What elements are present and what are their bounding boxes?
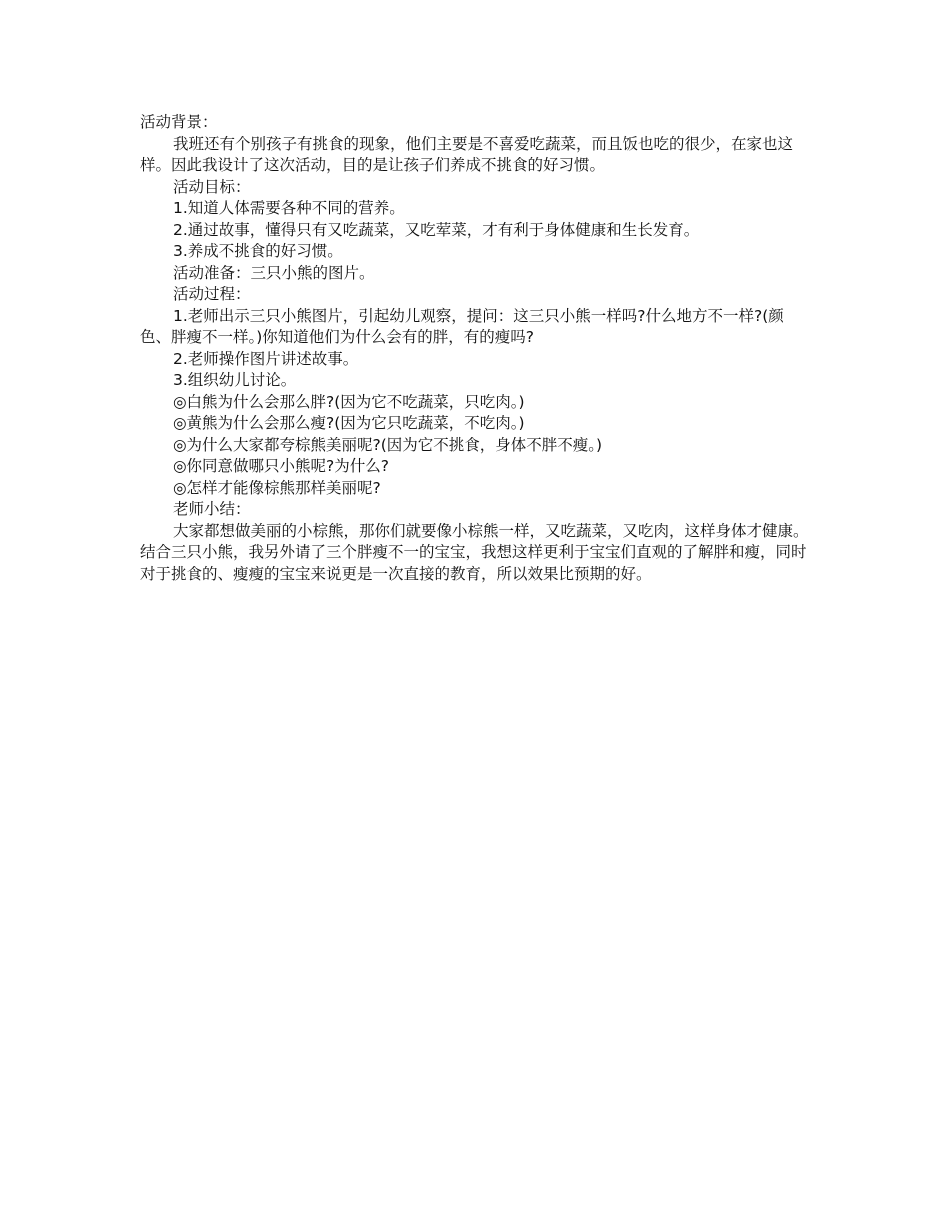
process-step-3: 3.组织幼儿讨论。 <box>173 371 297 389</box>
document-body <box>140 112 810 585</box>
section-preparation: 活动准备：三只小熊的图片。 <box>173 263 375 282</box>
paragraph-background: 我班还有个别孩子有挑食的现象，他们主要是不喜爱吃蔬菜，而且饭也吃的很少，在家也这样。因此我设计了这次活动，目的是让孩子们养成不挑食的好习惯。 <box>140 134 794 174</box>
process-step-1: 1.老师出示三只小熊图片，引起幼儿观察，提问：这三只小熊一样吗?什么地方不一样?(颜色、胖瘦不一样。)你知道他们为什么会有的胖，有的瘦吗? <box>140 306 784 346</box>
paragraph-summary: 大家都想做美丽的小棕熊，那你们就要像小棕熊一样，又吃蔬菜，又吃肉，这样身体才健康。结合三只小熊，我另外请了三个胖瘦不一的宝宝，我想这样更利于宝宝们直观的了解胖和瘦，同时对于挑食的、瘦瘦的宝宝来说更是一次直接的教育，所以效果比预期的好。 <box>140 521 809 583</box>
section-heading-process: 活动过程： <box>173 285 251 303</box>
section-heading-background: 活动背景： <box>140 113 218 131</box>
section-heading-summary: 老师小结： <box>173 500 251 518</box>
discussion-question-4: ◎你同意做哪只小熊呢?为什么? <box>173 457 389 475</box>
goal-item-3: 3.养成不挑食的好习惯。 <box>173 242 343 260</box>
process-step-2: 2.老师操作图片讲述故事。 <box>173 349 359 368</box>
discussion-question-5: ◎怎样才能像棕熊那样美丽呢? <box>173 478 381 497</box>
discussion-question-2: ◎黄熊为什么会那么瘦?(因为它只吃蔬菜，不吃肉。) <box>173 414 525 432</box>
discussion-question-1: ◎白熊为什么会那么胖?(因为它不吃蔬菜，只吃肉。) <box>173 392 525 411</box>
section-heading-goals: 活动目标： <box>173 177 251 196</box>
goal-item-1: 1.知道人体需要各种不同的营养。 <box>173 199 405 217</box>
goal-item-2: 2.通过故事，懂得只有又吃蔬菜，又吃荤菜，才有利于身体健康和生长发育。 <box>173 220 700 239</box>
discussion-question-3: ◎为什么大家都夸棕熊美丽呢?(因为它不挑食，身体不胖不瘦。) <box>173 435 603 454</box>
